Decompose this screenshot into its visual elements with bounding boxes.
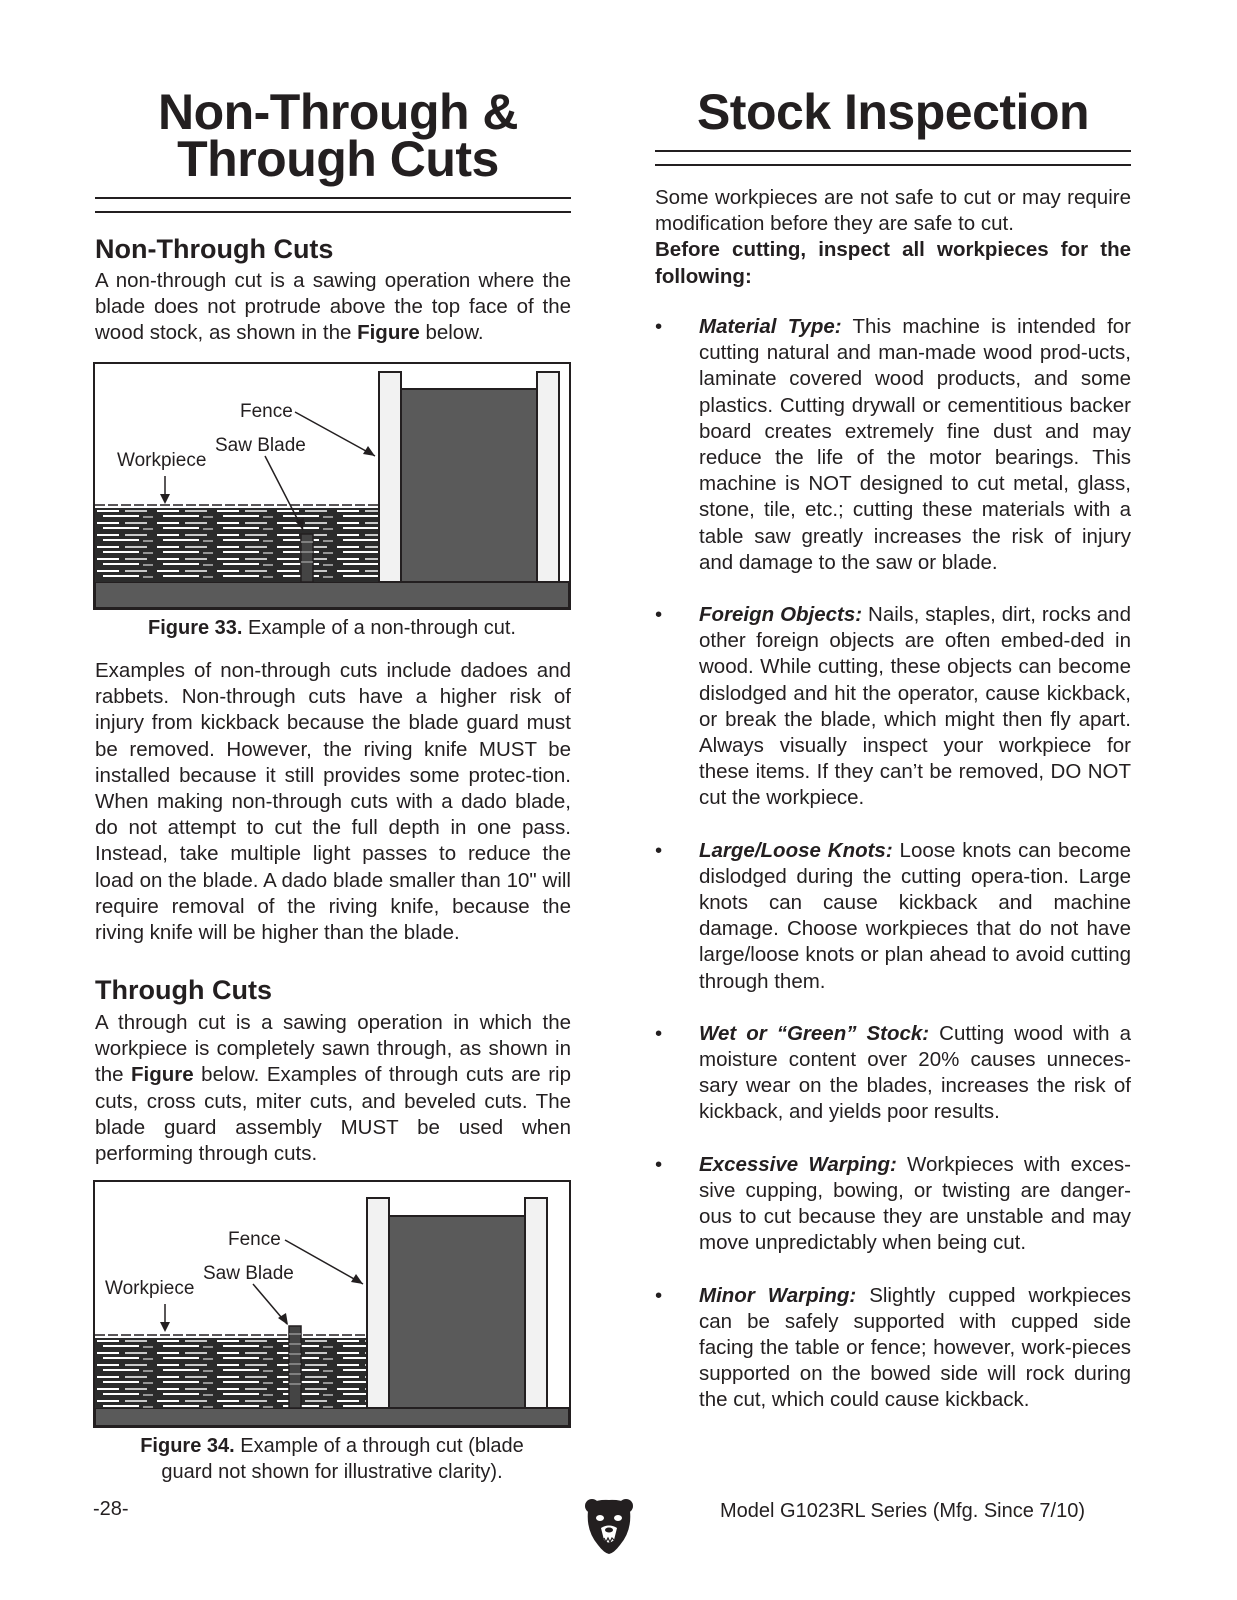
figure-33-caption: Figure 33. Example of a non-through cut.: [148, 617, 516, 639]
through-heading: Through Cuts: [95, 975, 272, 1005]
figure-34-diagram: [93, 1180, 571, 1428]
figure-33-diagram: [93, 362, 571, 610]
through-intro: A through cut is a sawing operation in which the workpiece is completely sawn through, as shown in the Figure below. Examples of through cuts are rip cuts, cross cuts, miter cuts, and beveled cuts. The blade guard assembly MUST be used when performing through cuts.: [95, 1011, 571, 1166]
nonthrough-intro: A non-through cut is a sawing operation where the blade does not protrude above the top face of the wood stock, as shown in the Figure below.: [95, 269, 571, 345]
fence-body: [389, 1216, 525, 1408]
fence-label: Fence: [228, 1229, 281, 1250]
list-item-large-loose-knots: • Large/Loose Knots: Loose knots can become dislodged during the cutting opera-tion. Large knots can cause kickback and machine damage. Choose workpieces that do not have large/loose knots or plan ahead to avoid cutting through them.: [655, 838, 1131, 993]
list-item-wet-green-stock: • Wet or “Green” Stock: Cutting wood with a moisture content over 20% causes unneces-sary wear on the blades, increases the risk of kickback, and yields poor results.: [655, 1021, 1131, 1124]
model-label: Model G1023RL Series (Mfg. Since 7/10): [720, 1500, 1085, 1522]
table-surface: [95, 582, 569, 608]
nonthrough-heading: Non-Through Cuts: [95, 234, 334, 264]
right-title-rule: [655, 150, 1131, 166]
fence-right-face: [537, 372, 559, 582]
nonthrough-body: Examples of non-through cuts include dadoes and rabbets. Non-through cuts have a higher risk of injury from kickback because the blade guard must be removed. However, the riving knife MUST be installed because it still provides some protec-tion. When making non-through cuts with a dado blade, do not attempt to cut the full depth in one pass. Instead, take multiple light passes to reduce the load on the blade. A dado blade smaller than 10" will require removal of the riving knife, because the riving knife will be higher than the blade.: [95, 659, 571, 945]
list-item-foreign-objects: • Foreign Objects: Nails, staples, dirt, rocks and other foreign objects are often embed-ded in wood. While cutting, these objects can become dislodged and hit the operator, cause kickback, or break the blade, which might then fly apart. Always visually inspect your workpiece for these items. If they can’t be removed, DO NOT cut the workpiece.: [655, 603, 1131, 810]
workpiece-label: Workpiece: [105, 1278, 195, 1299]
stock-inspection-intro: Some workpieces are not safe to cut or may require modification before they are safe to cut. Before cutting, inspect all workpieces for the following:: [655, 186, 1131, 288]
fence-label: Fence: [240, 401, 293, 422]
table-surface: [95, 1408, 569, 1426]
figure-34-caption: Figure 34. Example of a through cut (blade guard not shown for illustrative clarity).: [140, 1435, 524, 1483]
left-page-title: [95, 84, 581, 187]
fence-body: [401, 389, 537, 582]
list-item-material-type: • Material Type: This machine is intended for cutting natural and man-made wood prod-ucts, laminate covered wood products, and some plastics. Cutting drywall or cementitious backer board creates extremely fine dust and may reduce the life of the motor bearings. This machine is NOT designed to cut metal, glass, stone, tile, etc.; cutting these materials with a table saw greatly increases the risk of injury and damage to the saw or blade.: [655, 315, 1131, 574]
bear-head-logo-icon: [584, 1497, 634, 1555]
list-item-excessive-warping: • Excessive Warping: Workpieces with exces-sive cupping, bowing, or twisting are danger-ous to cut because they are unstable and may move unpredictably when being cut.: [655, 1152, 1131, 1255]
list-item-minor-warping: • Minor Warping: Slightly cupped workpieces can be safely supported with cupped side facing the table or fence; however, work-pieces supported on the bowed side will rock during the cut, which could cause kickback.: [655, 1283, 1132, 1412]
left-title-rule: [95, 197, 571, 213]
page-number: -28-: [93, 1498, 129, 1520]
saw-blade-shape: [289, 1326, 301, 1408]
fence-right-face: [525, 1198, 547, 1408]
workpiece-shape: [95, 1336, 367, 1408]
saw-blade-label: Saw Blade: [203, 1263, 294, 1284]
right-page-title: Stock Inspection: [696, 84, 1090, 140]
left-title-line-1: Non-Through &: [157, 84, 519, 140]
workpiece-shape: [95, 506, 379, 582]
fence-left-face: [367, 1198, 389, 1408]
inspection-list: [655, 314, 1131, 1414]
saw-blade-shape: [301, 534, 313, 582]
saw-blade-label: Saw Blade: [215, 435, 306, 456]
left-title-line-2: Through Cuts: [177, 131, 499, 187]
fence-left-face: [379, 372, 401, 582]
workpiece-label: Workpiece: [117, 450, 207, 471]
